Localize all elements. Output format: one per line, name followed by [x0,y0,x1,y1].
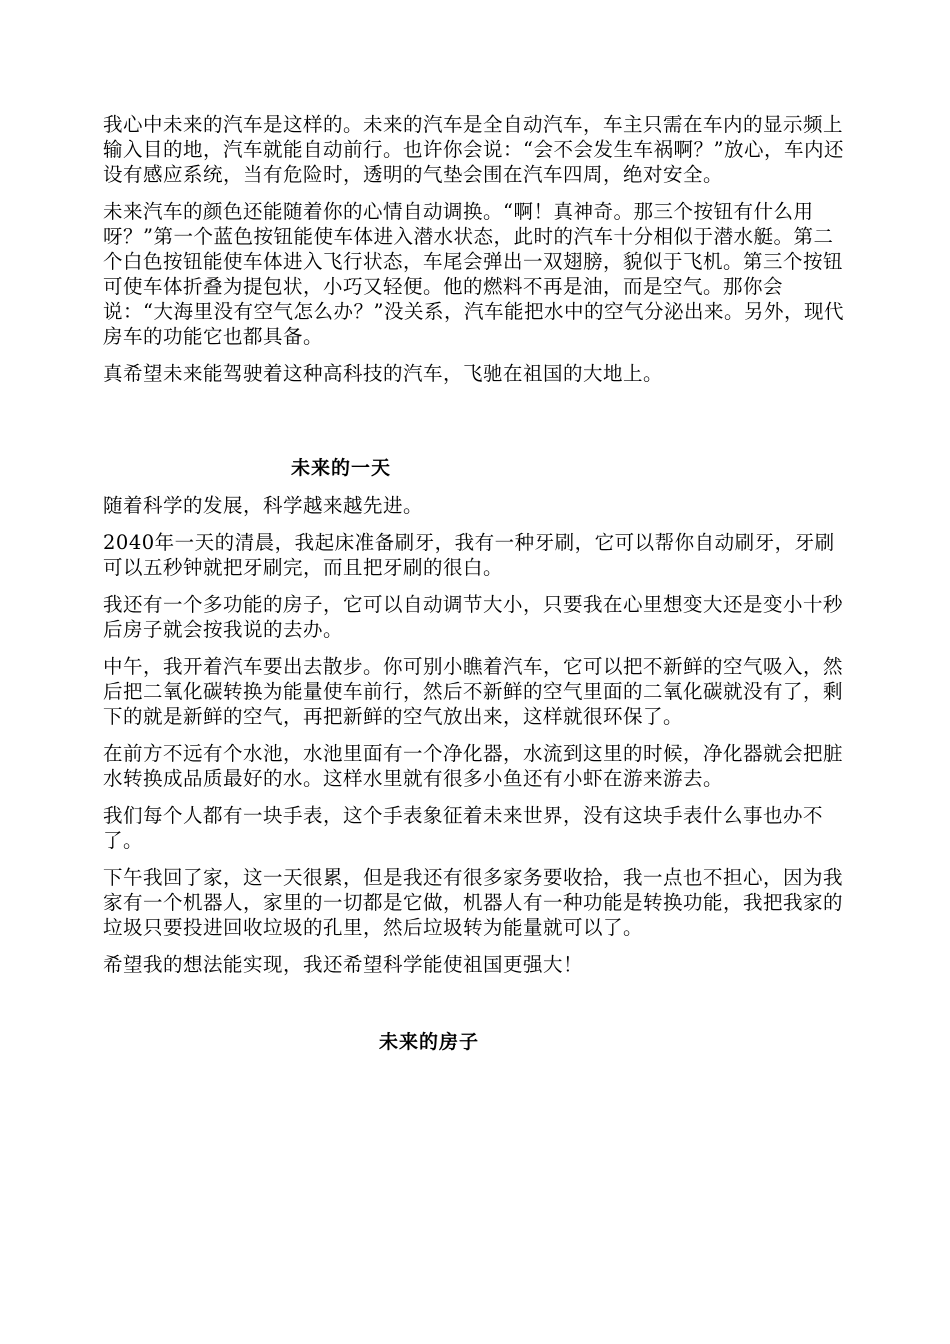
paragraph-car-1: 我心中未来的汽车是这样的。未来的汽车是全自动汽车，车主只需在车内的显示频上输入目的地，汽车就能自动前行。也许你会说：“会不会发生车祸啊？”放心，车内还设有感应系统，当有危险时，透明的气垫会围在汽车四周，绝对安全。 [103,113,844,186]
paragraph-day-2: 2040年一天的清晨，我起床准备刷牙，我有一种牙刷，它可以帮你自动刷牙，牙刷可以五秒钟就把牙刷完，而且把牙刷的很白。 [103,531,835,579]
heading-future-house: 未来的房子 [379,1031,480,1053]
paragraph-day-4: 中午，我开着汽车要出去散步。你可别小瞧着汽车，它可以把不新鲜的空气吸入，然后把二氧化碳转换为能量使车前行，然后不新鲜的空气里面的二氧化碳就没有了，剩下的就是新鲜的空气，再把新鲜的空气放出来，这样就很环保了。 [103,655,844,728]
paragraph-day-3: 我还有一个多功能的房子，它可以自动调节大小，只要我在心里想变大还是变小十秒后房子就会按我说的去办。 [103,593,844,641]
document-page [103,112,853,1055]
paragraph-day-8: 希望我的想法能实现，我还希望科学能使祖国更强大！ [103,953,584,976]
heading-future-day: 未来的一天 [291,457,392,479]
paragraph-day-1: 随着科学的发展，科学越来越先进。 [103,494,424,517]
paragraph-day-6: 我们每个人都有一块手表，这个手表象征着未来世界，没有这块手表什么事也办不了。 [103,804,824,852]
paragraph-day-5: 在前方不远有个水池，水池里面有一个净化器，水流到这里的时候，净化器就会把脏水转换成品质最好的水。这样水里就有很多小鱼还有小虾在游来游去。 [103,742,844,790]
paragraph-car-2: 未来汽车的颜色还能随着你的心情自动调换。“啊！真神奇。那三个按钮有什么用呀？”第一个蓝色按钮能使车体进入潜水状态，此时的汽车十分相似于潜水艇。第二个白色按钮能使车体进入飞行状态，车尾会弹出一双翅膀，貌似于飞机。第三个按钮可使车体折叠为提包状，小巧又轻便。他的燃料不再是油，而是空气。那你会说：“大海里没有空气怎么办？”没关系，汽车能把水中的空气分泌出来。另外，现代房车的功能它也都具备。 [103,200,844,348]
paragraph-car-3: 真希望未来能驾驶着这种高科技的汽车，飞驰在祖国的大地上。 [103,362,664,385]
paragraph-day-7: 下午我回了家，这一天很累，但是我还有很多家务要收拾，我一点也不担心，因为我家有一个机器人，家里的一切都是它做，机器人有一种功能是转换功能，我把我家的垃圾只要投进回收垃圾的孔里，然后垃圾转为能量就可以了。 [103,866,844,939]
